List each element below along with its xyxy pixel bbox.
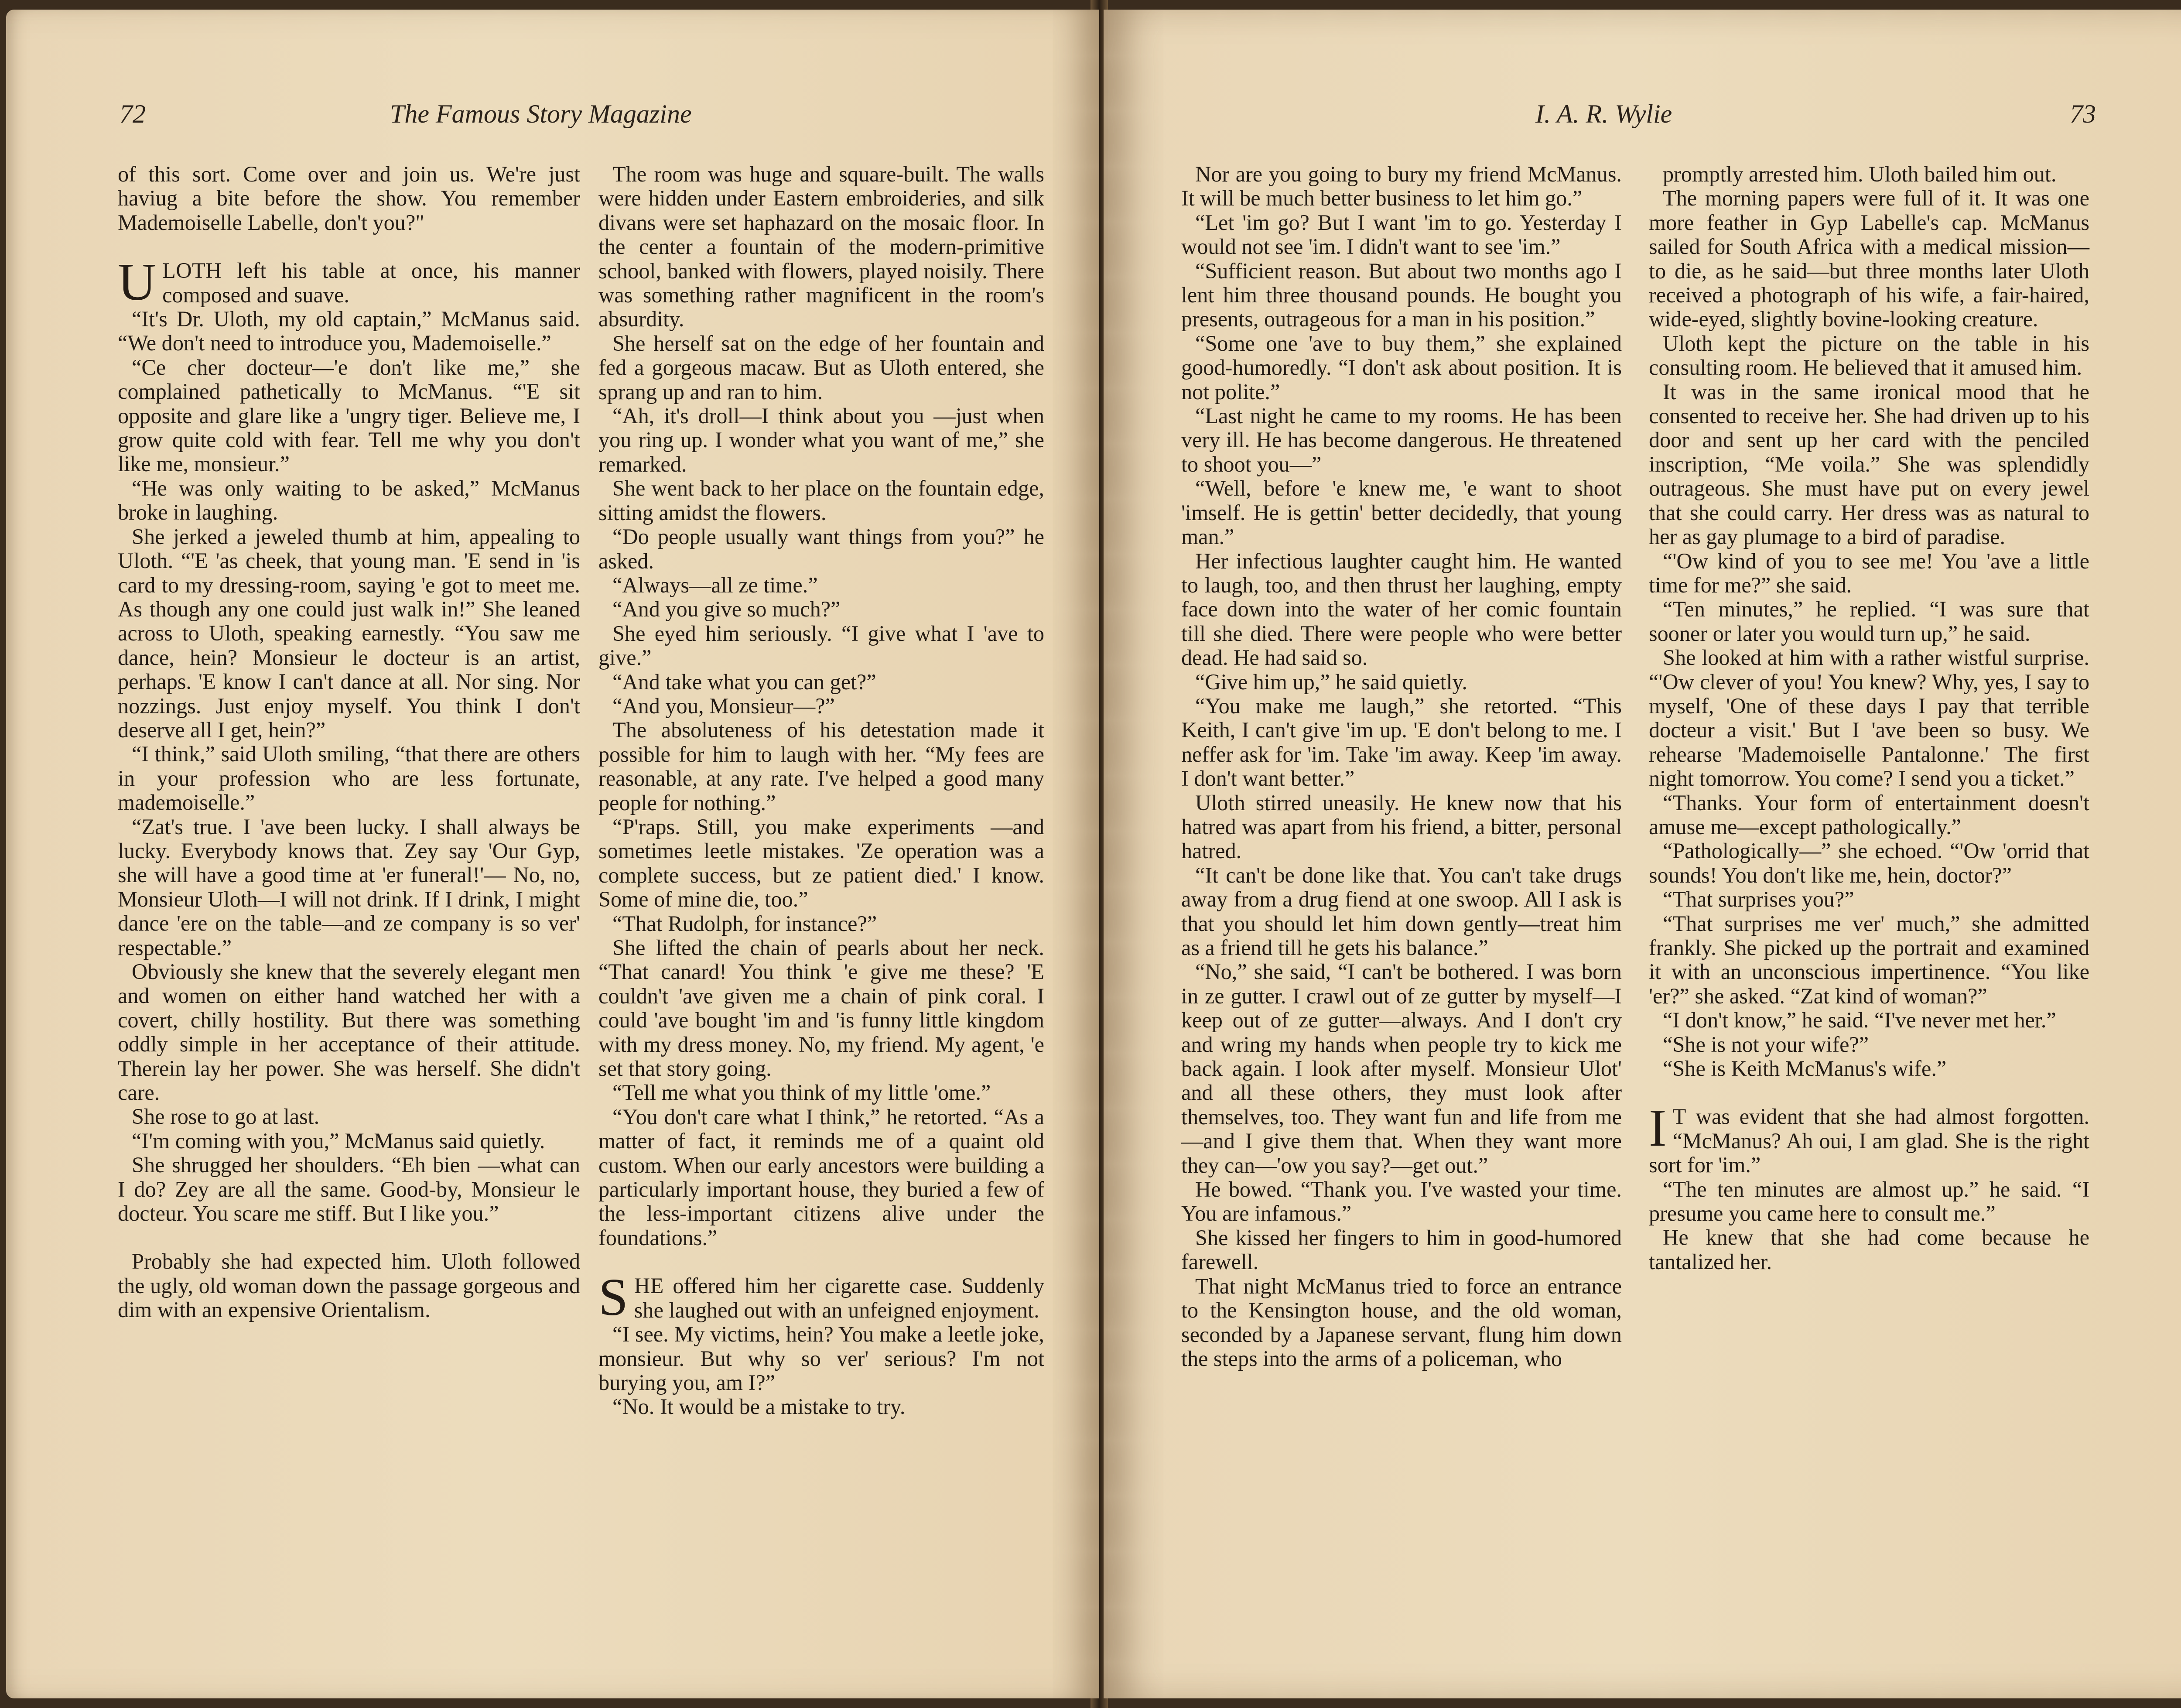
running-head-title: The Famous Story Magazine <box>390 99 692 128</box>
paragraph: “She is not your wife?” <box>1663 1032 1869 1057</box>
left-page-column-2 <box>598 162 1044 1419</box>
paragraph-list <box>1649 162 2089 1081</box>
paragraph: She jerked a jeweled thumb at him, appealing to Uloth. “'E 'as cheek, that young man. 'E send in 'is card to my dressing-room, saying 'e got to meet me. As though any one could just walk in!” She leaned across to Uloth, speaking earnestly. “You saw me dance, hein? Monsieur le docteur is an artist, perhaps. 'E know I can't dance at all. Nor sing. Nor nozzings. Just enjoy myself. You think I don't deserve all I get, hein?” <box>118 524 580 742</box>
page-number: 73 <box>2070 99 2096 128</box>
paragraph: “Some one 'ave to buy them,” she explained good-humoredly. “I don't ask about position. It is not polite.” <box>1181 331 1622 404</box>
paragraph: “Ce cher docteur—'e don't like me,” she complained pathetically to McManus. “'E sit opposite and glare like a 'ungry tiger. Believe me, I grow quite cold with fear. Tell me why you don't like me, monsieur.” <box>118 355 580 476</box>
paragraph: promptly arrested him. Uloth bailed him out. <box>1663 162 2057 186</box>
drop-cap-lead: T <box>1672 1104 1686 1129</box>
paragraph-list <box>598 162 1044 1250</box>
paragraph: “The ten minutes are almost up.” he said. “I presume you came here to consult me.” <box>1649 1177 2089 1226</box>
paragraph: “Let 'im go? But I want 'im to go. Yesterday I would not see 'im. I didn't want to see 'im.” <box>1181 210 1622 259</box>
paragraph: “And you give so much?” <box>612 597 841 622</box>
drop-cap-lead: HE <box>634 1273 664 1298</box>
paragraph: “Sufficient reason. But about two months ago I lent him three thousand pounds. He bought you presents, outrageous for a man in his position.” <box>1181 258 1622 332</box>
paragraph: “No,” she said, “I can't be bothered. I was born in ze gutter. I crawl out of ze gutter by myself—I keep out of ze gutter—always. And I don't cry and wring my hands when people try to kick me back again. I look after myself. Monsieur Ulot' and all these others, they must look after themselves, too. They want fun and life from me—and I give them that. When they want more they can—'ow you say?—get out.” <box>1181 959 1622 1177</box>
paragraph: She rose to go at last. <box>132 1104 320 1129</box>
paragraph: “Ten minutes,” he replied. “I was sure that sooner or later you would turn up,” he said. <box>1649 597 2089 646</box>
paragraph: “I think,” said Uloth smiling, “that there are others in your profession who are less fortunate, mademoiselle.” <box>118 742 580 815</box>
paragraph: That night McManus tried to force an entrance to the Kensington house, and the old woman, seconded by a Japanese servant, flung him down the steps into the arms of a policeman, who <box>1181 1273 1622 1371</box>
paragraph: The morning papers were full of it. It was one more feather in Gyp Labelle's cap. McManus sailed for South Africa with a medical mission—to die, as he said—but three months later Uloth received a photograph of his wife, a fair-haired, wide-eyed, slightly bovine-looking creature. <box>1649 186 2089 332</box>
drop-cap-text: offered him her cigarette case. Suddenly she laughed out with an unfeigned enjoyment. <box>634 1273 1044 1322</box>
running-head-author: I. A. R. Wylie <box>1535 99 1672 128</box>
drop-cap-text: left his table at once, his manner composed and suave. <box>162 258 580 307</box>
paragraph: “Pathologically—” she echoed. “'Ow 'orrid that sounds! You don't like me, hein, doctor?” <box>1649 839 2089 887</box>
paragraph: “'Ow kind of you to see me! You 'ave a little time for me?” she said. <box>1649 548 2089 597</box>
left-page <box>6 10 1099 1698</box>
paragraph: Probably she had expected him. Uloth followed the ugly, old woman down the passage gorgeous and dim with an expensive Orientalism. <box>118 1249 580 1322</box>
paragraph: “That Rudolph, for instance?” <box>612 911 877 936</box>
paragraph: “That surprises you?” <box>1663 887 1854 912</box>
paragraph: Uloth kept the picture on the table in his consulting room. He believed that it amused him. <box>1649 331 2089 380</box>
paragraph: “No. It would be a mistake to try. <box>612 1394 906 1419</box>
paragraph: She lifted the chain of pearls about her neck. “That canard! You think 'e give me these? 'E couldn't 'ave given me a chain of pink coral. I could 'ave bought 'im and 'is funny little kingdom with my dress money. No, my friend. My agent, 'e set that story going. <box>598 935 1044 1081</box>
paragraph: “Give him up,” he said quietly. <box>1195 669 1467 694</box>
drop-cap-paragraph <box>118 253 580 312</box>
paragraph: “She is Keith McManus's wife.” <box>1663 1056 1947 1081</box>
paragraph-list <box>118 162 580 235</box>
paragraph: “That surprises me ver' much,” she admitted frankly. She picked up the portrait and examined it with an unconscious impertinence. “You like 'er?” she asked. “Zat kind of woman?” <box>1649 911 2089 1008</box>
paragraph-list <box>598 1322 1044 1419</box>
paragraph: She looked at him with a rather wistful surprise. “'Ow clever of you! You knew? Why, yes, I say to myself, 'One of these days I pay that terrible docteur a visit.' But I 'ave been so busy. We rehearse 'Mademoiselle Pantalonne.' The first night tomorrow. You come? I send you a ticket.” <box>1649 645 2089 791</box>
drop-cap-paragraph <box>1649 1099 2089 1177</box>
paragraph: “Thanks. Your form of entertainment doesn't amuse me—except pathologically.” <box>1649 790 2089 839</box>
right-page <box>1104 10 2181 1698</box>
paragraph: He knew that she had come because he tantalized her. <box>1649 1225 2089 1274</box>
drop-cap-initial: U <box>118 253 157 312</box>
right-page-column-2 <box>1649 162 2089 1274</box>
paragraph: She herself sat on the edge of her fountain and fed a gorgeous macaw. But as Uloth entered, she sprang up and ran to him. <box>598 331 1044 404</box>
paragraph: “P'raps. Still, you make experiments —and sometimes leetle mistakes. 'Ze operation was a complete success, but ze patient died.' I know. Some of mine die, too.” <box>598 814 1044 912</box>
paragraph: “It's Dr. Uloth, my old captain,” McManus said. “We don't need to introduce you, Mademoiselle.” <box>118 307 580 356</box>
paragraph: “Well, before 'e knew me, 'e want to shoot 'imself. He is gettin' better decidedly, that young man.” <box>1181 476 1622 549</box>
paragraph: “You don't care what I think,” he retorted. “As a matter of fact, it reminds me of a quaint old custom. When our early ancestors were building a particularly important house, they buried a few of the less-important citizens alive under the foundations.” <box>598 1104 1044 1250</box>
drop-cap-initial: I <box>1649 1099 1667 1158</box>
paragraph: “Last night he came to my rooms. He has been very ill. He has become dangerous. He threatened to shoot you—” <box>1181 404 1622 476</box>
paragraph: “And take what you can get?” <box>612 669 876 694</box>
paragraph: He bowed. “Thank you. I've wasted your time. You are infamous.” <box>1181 1177 1622 1226</box>
page-number: 72 <box>120 99 146 128</box>
drop-cap-text: was evident that she had almost forgotten. “McManus? Ah oui, I am glad. She is the right sort for 'im.” <box>1649 1104 2089 1177</box>
paragraph: of this sort. Come over and join us. We're just haviug a bite before the show. You remember Mademoiselle Labelle, don't you?" <box>118 162 580 235</box>
paragraph: “I'm coming with you,” McManus said quietly. <box>132 1128 545 1153</box>
paragraph: “Always—all ze time.” <box>612 572 818 597</box>
paragraph: “Zat's true. I 'ave been lucky. I shall always be lucky. Everybody knows that. Zey say 'Our Gyp, she will have a good time at 'er funeral!'— No, no, Monsieur Uloth—I will not drink. If I drink, I might dance 'ere on the table—and ze company is so ver' respectable.” <box>118 814 580 960</box>
paragraph: “I don't know,” he said. “I've never met her.” <box>1663 1008 2056 1033</box>
right-page-column-1 <box>1181 162 1622 1371</box>
drop-cap-paragraph <box>598 1268 1044 1327</box>
drop-cap-initial: S <box>598 1268 628 1327</box>
paragraph: The room was huge and square-built. The walls were hidden under Eastern embroideries, and silk divans were set haphazard on the mosaic floor. In the center a fountain of the modern-primitive school, banked with flowers, played noisily. There was something rather magnificent in the room's absurdity. <box>598 162 1044 332</box>
paragraph-list <box>1649 1177 2089 1274</box>
paragraph: She kissed her fingers to him in good-humored farewell. <box>1181 1225 1622 1274</box>
paragraph: “I see. My victims, hein? You make a leetle joke, monsieur. But why so ver' serious? I'm not burying you, am I?” <box>598 1322 1044 1395</box>
paragraph-list <box>118 307 580 1322</box>
paragraph: Her infectious laughter caught him. He wanted to laugh, too, and then thrust her laughing, empty face down into the water of her comic fountain till she died. There were people who were better dead. He had said so. <box>1181 548 1622 670</box>
paragraph: Nor are you going to bury my friend McManus. It will be much better business to let him go.” <box>1181 162 1622 211</box>
paragraph: “And you, Monsieur—?” <box>612 693 835 718</box>
paragraph: She eyed him seriously. “I give what I 'ave to give.” <box>598 621 1044 670</box>
paragraph: “Ah, it's droll—I think about you —just when you ring up. I wonder what you want of me,” she remarked. <box>598 404 1044 476</box>
drop-cap-lead: LOTH <box>162 258 222 283</box>
paragraph: “Tell me what you think of my little 'ome.” <box>612 1080 991 1105</box>
paragraph: She went back to her place on the fountain edge, sitting amidst the flowers. <box>598 476 1044 525</box>
paragraph: “Do people usually want things from you?” he asked. <box>598 524 1044 573</box>
left-page-column-1 <box>118 162 580 1322</box>
paragraph-list <box>1181 162 1622 1371</box>
paragraph: It was in the same ironical mood that he consented to receive her. She had driven up to his door and sent up her card with the penciled inscription, “Me voila.” She was splendidly outrageous. She must have put on every jewel that she could carry. Her dress was as natural to her as gay plumage to a bird of paradise. <box>1649 379 2089 549</box>
paragraph: She shrugged her shoulders. “Eh bien —what can I do? Zey are all the same. Good-by, Monsieur le docteur. You scare me stiff. But I like you.” <box>118 1153 580 1226</box>
paragraph: The absoluteness of his detestation made it possible for him to laugh with her. “My fees are reasonable, at any rate. I've helped a good many people for nothing.” <box>598 718 1044 815</box>
paragraph: “You make me laugh,” she retorted. “This Keith, I can't give 'im up. 'E don't belong to me. I neffer ask for 'im. Take 'im away. Keep 'im away. I don't want better.” <box>1181 693 1622 791</box>
paragraph: Obviously she knew that the severely elegant men and women on either hand watched her with a covert, chilly hostility. But there was something oddly simple in her acceptance of their attitude. Therein lay her power. She was herself. She didn't care. <box>118 959 580 1105</box>
paragraph: “It can't be done like that. You can't take drugs away from a drug fiend at one swoop. All I ask is that you should let him down gently—treat him as a friend till he gets his balance.” <box>1181 863 1622 960</box>
paragraph: Uloth stirred uneasily. He knew now that his hatred was apart from his friend, a bitter, personal hatred. <box>1181 790 1622 863</box>
paragraph: “He was only waiting to be asked,” McManus broke in laughing. <box>118 476 580 525</box>
